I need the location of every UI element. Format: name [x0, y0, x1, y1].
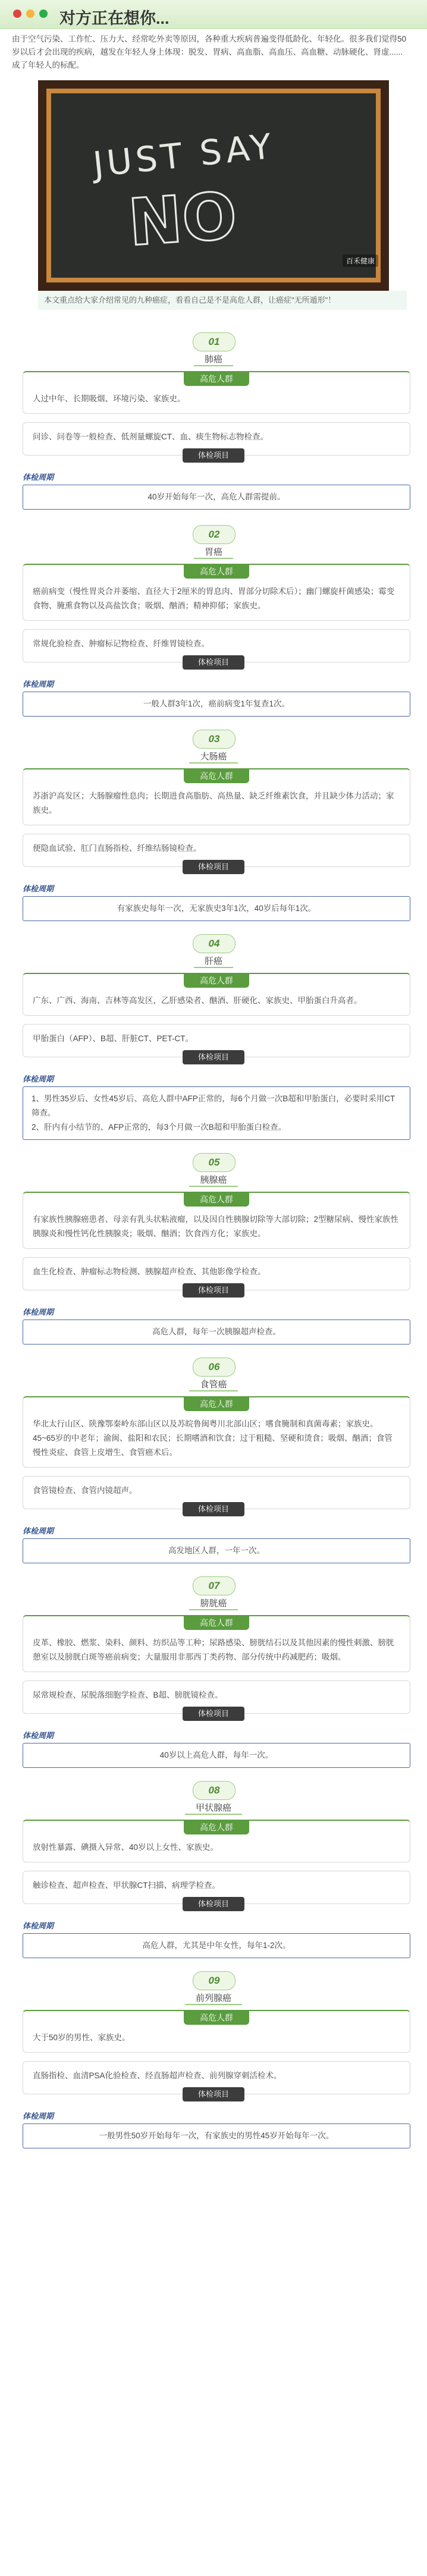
exam-period-text: 40岁以上高危人群，每年一次。	[23, 1743, 410, 1768]
risk-group-card	[23, 2010, 410, 2053]
risk-group-badge: 高危人群	[184, 2010, 249, 2025]
header-title: 对方正在想你...	[59, 10, 169, 27]
risk-group-card	[23, 1396, 410, 1468]
section-number: 02	[193, 525, 236, 544]
risk-group-card	[23, 973, 410, 1016]
section-title	[0, 545, 427, 559]
exam-items-text: 直肠指检、血清PSA化验检查、经直肠超声检查、前列腺穿刺活检术。	[33, 2071, 282, 2080]
risk-group-text: 人过中年、长期吸烟、环境污染、家族史。	[33, 394, 186, 403]
chat-header	[0, 0, 427, 29]
green-dot-icon[interactable]	[39, 10, 48, 18]
intro-text: 由于空气污染、工作忙、压力大、经常吃外卖等原因，各种重大疾病普遍变得低龄化、年轻化。很多我们觉得50岁以后才会出现的疾病，越发在年轻人身上体现：脱发、胃病、高血脂、高血压、高血糖、动脉硬化、肾虚......成了年轻人的标配。	[12, 34, 407, 70]
exam-items-text: 血生化检查、肿瘤标志物检测、胰腺超声检查、其他影像学检查。	[33, 1267, 266, 1276]
exam-items-text: 常规化验检查、肿瘤标记物检查、纤维胃镜检查。	[33, 639, 209, 648]
section-title-text: 肝癌	[194, 954, 233, 968]
image-watermark: 百禾健康	[343, 255, 378, 267]
chalkboard	[46, 89, 381, 282]
cancer-section	[0, 525, 427, 717]
risk-group-badge: 高危人群	[184, 769, 249, 783]
section-number-badge	[193, 1576, 234, 1594]
exam-period-text: 40岁开始每年一次，高危人群需提前。	[23, 485, 410, 510]
risk-group-card	[23, 1192, 410, 1249]
exam-items-button[interactable]: 体检项目	[183, 655, 244, 670]
section-title-text: 大肠癌	[189, 750, 237, 764]
risk-group-card	[23, 1820, 410, 1862]
chalk-text-line1: JUST SAY	[91, 125, 277, 185]
section-title-text: 前列腺癌	[185, 1991, 242, 2005]
section-title	[0, 1991, 427, 2005]
chalk-text-line2: NO	[125, 178, 240, 261]
window-dots	[13, 10, 52, 21]
exam-period-text: 一般男性50岁开始每年一次，有家族史的男性45岁开始每年一次。	[23, 2123, 410, 2148]
risk-group-text: 大于50岁的男性、家族史。	[33, 2033, 130, 2042]
section-number: 07	[193, 1576, 236, 1595]
risk-group-badge: 高危人群	[184, 973, 249, 988]
exam-period-text: 一般人群3年1次，癌前病变1年复查1次。	[23, 692, 410, 717]
exam-period-text: 有家族史每年一次，无家族史3年1次，40岁后每年1次。	[23, 896, 410, 921]
risk-group-text: 苏浙沪高发区；大肠腺瘤性息肉；长期进食高脂肪、高热量、缺乏纤维素饮食，并且缺少体力活动；家族史。	[33, 791, 394, 815]
cancer-section	[0, 730, 427, 921]
risk-group-card	[23, 768, 410, 825]
section-number: 03	[193, 730, 236, 749]
risk-group-badge: 高危人群	[184, 564, 249, 579]
exam-items-text: 甲胎蛋白（AFP）、B超、肝脏CT、PET-CT。	[33, 1034, 194, 1043]
cancer-section	[0, 332, 427, 510]
section-title-text: 胰腺癌	[189, 1173, 237, 1187]
section-number-badge	[193, 934, 234, 952]
exam-items-button[interactable]: 体检项目	[183, 1283, 244, 1298]
exam-items-button[interactable]: 体检项目	[183, 1897, 244, 1911]
image-caption: 本文重点给大家介绍常见的九种癌症，看看自己是不是高危人群，让癌症"无所遁形"！	[38, 291, 407, 310]
red-dot-icon[interactable]	[13, 10, 21, 18]
exam-period-label: 体检周期	[23, 1075, 54, 1083]
risk-group-badge: 高危人群	[184, 1616, 249, 1630]
cancer-section	[0, 1781, 427, 1958]
exam-period-text: 1、男性35岁后、女性45岁后、高危人群中AFP正常的，每6个月做一次B超和甲胎蛋白，必要时采用CT筛查。 2、肝内有小结节的、AFP正常的，每3个月做一次B超和甲胎蛋白检查。	[23, 1086, 410, 1140]
section-number: 04	[193, 934, 236, 953]
exam-items-text: 尿常规检查、尿脱落细胞学检查、B超、膀胱镜检查。	[33, 1691, 223, 1699]
section-title-text: 肺癌	[194, 353, 233, 366]
exam-items-button[interactable]: 体检项目	[183, 448, 244, 463]
risk-group-text: 放射性暴露、碘摄入异常、40岁以上女性、家族史。	[33, 1843, 219, 1852]
exam-period-label: 体检周期	[23, 1921, 54, 1930]
exam-period-label: 体检周期	[23, 2112, 54, 2121]
risk-group-badge: 高危人群	[184, 372, 249, 386]
risk-group-text: 有家族性胰腺癌患者、母亲有乳头状粘液瘤，以及因自性胰腺切除等大部切除；2型糖尿病、慢性家族性胰腺炎和慢性钙化性胰腺炎；吸烟、酗酒；饮食西方化；家族史。	[33, 1215, 399, 1238]
section-number: 01	[193, 332, 236, 351]
exam-items-button[interactable]: 体检项目	[183, 1050, 244, 1064]
exam-period-text: 高危人群，尤其是中年女性，每年1-2次。	[23, 1933, 410, 1958]
section-title-text: 食管癌	[189, 1378, 237, 1391]
section-title-text: 膀胱癌	[189, 1597, 237, 1610]
section-title	[0, 954, 427, 968]
exam-items-button[interactable]: 体检项目	[183, 860, 244, 874]
section-title	[0, 353, 427, 366]
hero-image	[38, 80, 389, 291]
exam-items-text: 问诊、问卷等一般检查、低剂量螺旋CT、血、痰生物标志物检查。	[33, 432, 268, 441]
section-number: 05	[193, 1153, 236, 1172]
cancer-section	[0, 1576, 427, 1768]
risk-group-card	[23, 564, 410, 621]
exam-period-label: 体检周期	[23, 473, 54, 482]
risk-group-text: 华北太行山区、陕豫鄂秦岭东部山区以及苏皖鲁闽粤川北部山区；嗜食腌制和真菌毒素；家族史。45~65岁的中老年；渝闽、盐阳和农民；长期嗜酒和饮食；过于粗糙、坚硬和烫食；吸烟、酗酒；食管慢性炎症、食管上皮增生、食管癌术后。	[33, 1419, 393, 1457]
exam-items-text: 便隐血试验、肛门直肠指检、纤维结肠镜检查。	[33, 844, 202, 853]
section-title-text: 甲状腺癌	[185, 1801, 242, 1815]
exam-period-text: 高发地区人群，一年一次。	[23, 1538, 410, 1563]
yellow-dot-icon[interactable]	[26, 10, 34, 18]
exam-period-text: 高危人群，每年一次胰腺超声检查。	[23, 1320, 410, 1344]
risk-group-text: 广东、广西、海南、吉林等高发区，乙肝感染者、酗酒、肝硬化、家族史、甲胎蛋白升高者。	[33, 996, 362, 1005]
exam-period-label: 体检周期	[23, 680, 54, 689]
section-number-badge	[193, 525, 234, 543]
risk-group-badge: 高危人群	[184, 1820, 249, 1834]
exam-items-button[interactable]: 体检项目	[183, 1502, 244, 1516]
spacer	[0, 310, 427, 319]
exam-period-label: 体检周期	[23, 1526, 54, 1535]
section-number-badge	[193, 332, 234, 350]
exam-items-button[interactable]: 体检项目	[183, 1707, 244, 1721]
section-number: 09	[193, 1971, 236, 1990]
section-number-badge	[193, 1971, 234, 1989]
exam-items-button[interactable]: 体检项目	[183, 2087, 244, 2101]
risk-group-card	[23, 371, 410, 414]
section-number-badge	[193, 1153, 234, 1171]
section-number-badge	[193, 730, 234, 747]
exam-period-label: 体检周期	[23, 1308, 54, 1317]
cancer-section	[0, 1358, 427, 1563]
cancer-section	[0, 1971, 427, 2148]
section-title	[0, 1801, 427, 1815]
section-number-badge	[193, 1781, 234, 1799]
section-title	[0, 750, 427, 764]
section-title-text: 胃癌	[194, 545, 233, 559]
section-title	[0, 1378, 427, 1391]
risk-group-badge: 高危人群	[184, 1397, 249, 1411]
exam-period-label: 体检周期	[23, 1731, 54, 1740]
exam-items-text: 食管镜检查、食管内镜超声。	[33, 1486, 137, 1495]
risk-group-card	[23, 1615, 410, 1672]
section-title	[0, 1597, 427, 1610]
risk-group-badge: 高危人群	[184, 1192, 249, 1207]
cancer-section	[0, 1153, 427, 1344]
risk-group-text: 皮革、橡胶、燃浆、染料、颜料、纺织品等工种；尿路感染、膀胱结石以及其他因素的慢性刺激、膀胱憩室以及膀胱白斑等癌前病变；大量服用非那西丁类药物、部分传统中药减肥药；吸烟。	[33, 1638, 394, 1661]
section-number: 08	[193, 1781, 236, 1800]
section-number: 06	[193, 1358, 236, 1377]
section-number-badge	[193, 1358, 234, 1375]
cancer-sections	[0, 332, 427, 2148]
section-title	[0, 1173, 427, 1187]
cancer-section	[0, 934, 427, 1140]
exam-items-text: 触诊检查、超声检查、甲状腺CT扫描、病理学检查。	[33, 1881, 220, 1890]
exam-period-label: 体检周期	[23, 884, 54, 893]
risk-group-text: 癌前病变（慢性胃炎合并萎缩、直径大于2厘米的胃息肉、胃部分切除术后）；幽门螺旋杆菌感染；霉变食物、腌熏食物以及高盐饮食；吸烟、酗酒；精神抑郁；家族史。	[33, 587, 395, 610]
